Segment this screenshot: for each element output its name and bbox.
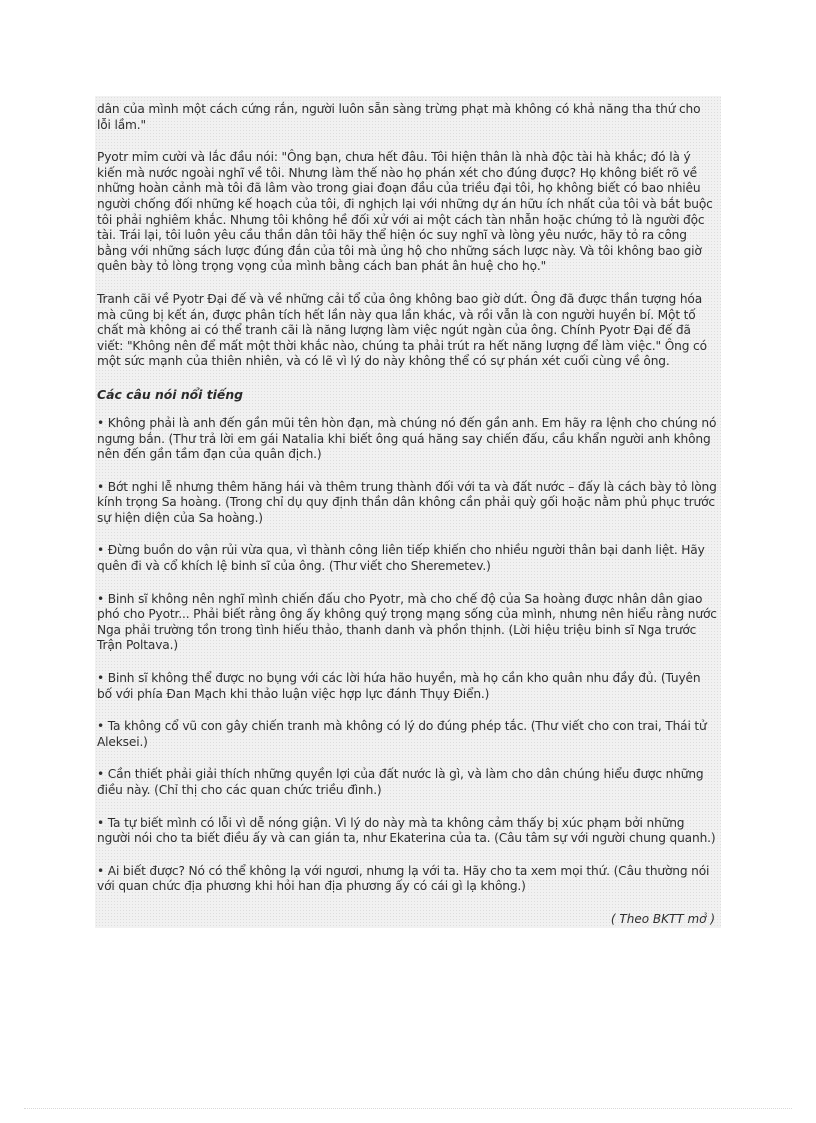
quote-item: • Ta tự biết mình có lỗi vì dễ nóng giận. Vì lý do này mà ta không cảm thấy bị xúc phạm bởi những người nói cho ta biết điều ấy và can gián ta, như Ekaterina của ta. (Câu tâm sự với người chung quanh.) <box>97 815 716 846</box>
quote-item: • Ai biết được? Nó có thể không lạ với ngươi, nhưng lạ với ta. Hãy cho ta xem mọi thứ. (Câu thường nói với quan chức địa phương khi hỏi han địa phương ấy có cái gì lạ không.) <box>97 863 710 894</box>
paragraph-1: dân của mình một cách cứng rắn, người luôn sẵn sàng trừng phạt mà không có khả năng tha thứ cho lỗi lầm." <box>97 102 701 132</box>
quote-item: • Đừng buồn do vận rủi vừa qua, vì thành công liên tiếp khiến cho nhiều người thân bại danh liệt. Hãy quên đi và cổ khích lệ binh sĩ của ông. (Thư viết cho Sheremetev.) <box>97 543 705 574</box>
paragraph-3: Tranh cãi về Pyotr Đại đế và về những cải tổ của ông không bao giờ dứt. Ông đã được thần tượng hóa mà cũng bị kết án, được phân tích hết lần này qua lần khác, và rồi vẫn là con người huyền bí. Một tố chất mà không ai có thể tranh cãi là năng lượng làm việc ngút ngàn của ông. Chính Pyotr Đại đế đã viết: "Không nên để mất một thời khắc nào, chúng ta phải trút ra hết năng lượng để làm việc." Ông có một sức mạnh của thiên nhiên, và có lẽ vì lý do này không thể có sự phán xét cuối cùng về ông. <box>97 291 707 369</box>
quote-item: • Ta không cổ vũ con gây chiến tranh mà không có lý do đúng phép tắc. (Thư viết cho con trai, Thái tử Aleksei.) <box>97 719 707 749</box>
quote-item: • Bớt nghi lễ nhưng thêm hăng hái và thêm trung thành đối với ta và đất nước – đấy là cách bày tỏ lòng kính trọng Sa hoàng. (Trong chỉ dụ quy định thần dân không cần phải quỳ gối hoặc nằm phủ phục trước sự hiện diện của Sa hoàng.) <box>97 479 717 525</box>
quote-item: • Binh sĩ không nên nghĩ mình chiến đấu cho Pyotr, mà cho chế độ của Sa hoàng được nhân dân giao phó cho Pyotr... Phải biết rằng ông ấy không quý trọng mạng sống của mình, nhưng nên hiểu rằng nước Nga phải trường tồn trong tình hiếu thảo, thanh danh và phồn thịnh. (Lời hiệu triệu binh sĩ Nga trước Trận Poltava.) <box>97 591 717 653</box>
quote-item: • Không phải là anh đến gần mũi tên hòn đạn, mà chúng nó đến gần anh. Em hãy ra lệnh cho chúng nó ngưng bắn. (Thư trả lời em gái Natalia khi biết ông quá hăng say chiến đấu, cầu khẩn người anh không nên đến gần tầm đạn của quân địch.) <box>97 415 717 462</box>
paragraph-2: Pyotr mỉm cười và lắc đầu nói: "Ông bạn, chưa hết đâu. Tôi hiện thân là nhà độc tài hà khắc; đó là ý kiến mà nước ngoài nghĩ về tôi. Nhưng làm thế nào họ phán xét cho đúng được? Họ không biết rõ về những hoàn cảnh mà tôi đã lâm vào trong giai đoạn đầu của triều đại tôi, họ không biết có bao nhiêu người chống đối những kế hoạch của tôi, đi nghịch lại với những dự án hữu ích nhất của tôi và bắt buộc tôi phải nghiêm khắc. Nhưng tôi không hề đối xử với ai một cách tàn nhẫn hoặc chứng tỏ là người độc tài. Trái lại, tôi luôn yêu cầu thần dân tôi hãy thể hiện óc suy nghĩ và lòng yêu nước, hãy tỏ ra công bằng với những sách lược đúng đắn của tôi mà ủng hộ cho những sách lược này. Và tôi không bao giờ quên bày tỏ lòng trọng vọng của mình bằng cách ban phát ân huệ cho họ." <box>97 150 713 274</box>
page-bottom-divider <box>24 1108 792 1109</box>
article-body <box>95 96 721 928</box>
section-heading: Các câu nói nổi tiếng <box>97 386 244 402</box>
source-citation: ( Theo BKTT mở ) <box>610 911 715 926</box>
quote-item: • Cần thiết phải giải thích những quyền lợi của đất nước là gì, và làm cho dân chúng hiểu được những điều này. (Chỉ thị cho các quan chức triều đình.) <box>97 767 704 797</box>
quote-item: • Binh sĩ không thể được no bụng với các lời hứa hão huyền, mà họ cần kho quân nhu đầy đủ. (Tuyên bố với phía Đan Mạch khi thảo luận việc hợp lực đánh Thụy Điển.) <box>97 671 701 701</box>
